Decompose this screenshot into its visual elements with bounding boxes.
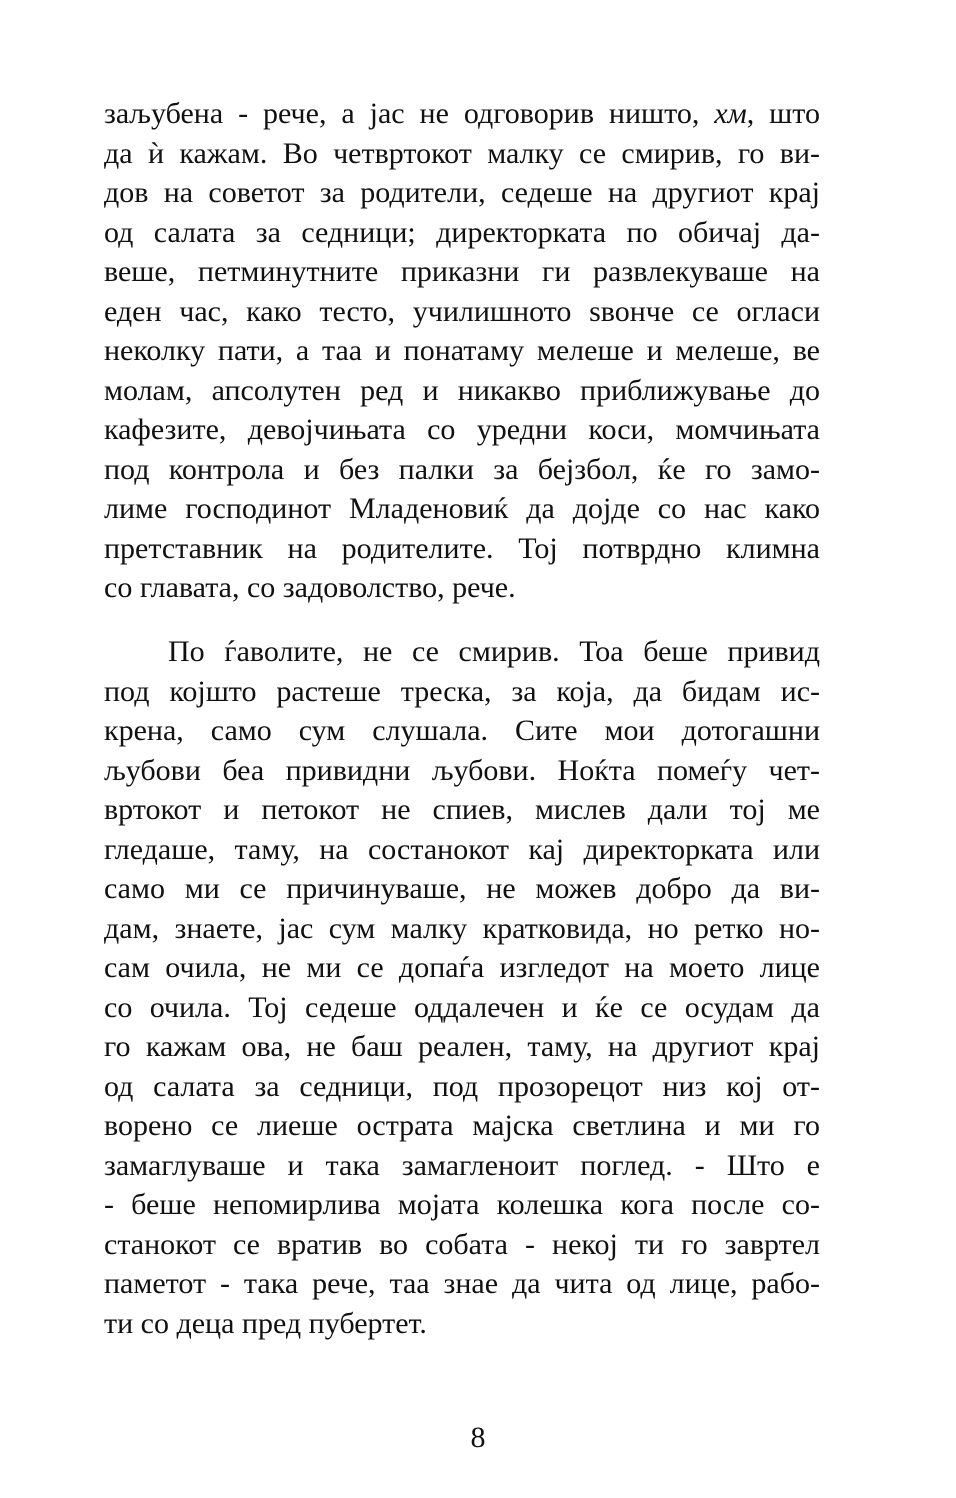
text-line: крена, само сум слушала. Сите мои дотогашни [104, 714, 820, 747]
text-line: заљубена - рече, а јас не одговорив ништо, хм, што [104, 97, 820, 130]
text-line: лиме господинот Младеновиќ да дојде со нас како [104, 492, 820, 525]
text-line: сам очила, не ми се допаѓа изгледот на моето лице [104, 951, 820, 984]
text-line: со главата, со задоволство, рече. [104, 571, 516, 604]
text-line: дам, знаете, јас сум малку кратковида, но ретко но- [104, 911, 820, 945]
text-line: од салата за седници; директорката по обичај да- [104, 215, 820, 249]
text-line: љубови беа привидни љубови. Ноќта помеѓу чет- [104, 753, 820, 787]
text-line: само ми се причинуваше, не можев добро да ви- [104, 872, 820, 905]
page-number: 8 [470, 1421, 486, 1454]
text-line: од салата за седници, под прозорецот низ кој от- [104, 1069, 820, 1103]
text-line: со очила. Тој седеше оддалечен и ќе се осудам да [104, 990, 820, 1024]
text-line: ворено се лиеше острата мајска светлина и ми го [104, 1109, 820, 1142]
text-line: под контрола и без палки за бејзбол, ќе го замо- [104, 452, 820, 486]
text-line: По ѓаволите, не се смирив. Тоа беше привид [168, 635, 820, 668]
text-line: молам, апсолутен ред и никакво приближување до [104, 373, 820, 407]
text-line: паметот - така рече, таа знае да чита од лице, рабо- [104, 1267, 820, 1300]
text-line: замаглуваше и така замагленоит поглед. - Што е [104, 1148, 820, 1182]
text-line: веше, петминутните приказни ги развлекуваше на [104, 255, 820, 288]
text-line: еден час, како тесто, училишното ѕвонче се огласи [104, 294, 820, 328]
text-line: неколку пати, а таа и понатаму мелеше и мелеше, ве [104, 334, 820, 367]
text-line: го кажам ова, не баш реален, таму, на другиот крај [104, 1030, 820, 1063]
text-line: да ѝ кажам. Во четвртокот малку се смирив, го ви- [104, 136, 820, 170]
text-line: гледаше, таму, на состанокот кај директорката или [104, 832, 820, 866]
text-line: вртокот и петокот не спиев, мислев дали тој ме [104, 793, 820, 826]
text-line: ти со деца пред пубертет. [104, 1306, 427, 1340]
text-line: станокот се вратив во собата - некој ти го завртел [104, 1227, 820, 1261]
text-line: дов на советот за родители, седеше на другиот крај [104, 176, 820, 209]
text-line: - беше непомирлива мојата колешка кога после со- [104, 1188, 820, 1221]
text-line: претставник на родителите. Тој потврдно климна [104, 531, 820, 565]
text-line: под којшто растеше треска, за која, да бидам ис- [104, 674, 820, 708]
text-line: кафезите, девојчињата со уредни коси, момчињата [104, 413, 820, 446]
